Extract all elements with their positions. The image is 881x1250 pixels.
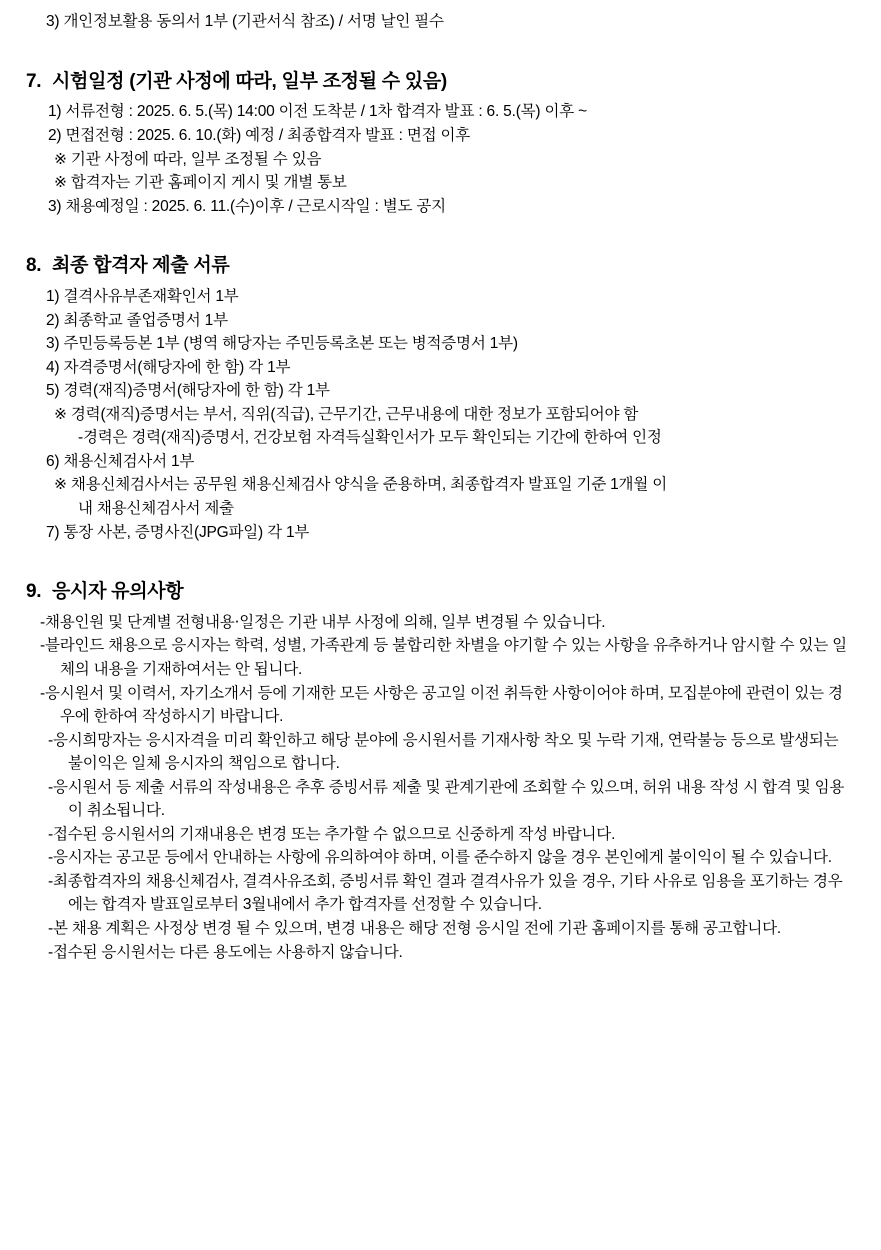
section-8-item: 1) 결격사유부존재확인서 1부 [46, 288, 239, 306]
section-9-note: -채용인원 및 단계별 전형내용‧일정은 기관 내부 사정에 의해, 일부 변경될 수 있습니다. [40, 613, 606, 631]
section-8-note: ※ 채용신체검사서는 공무원 채용신체검사 양식을 준용하며, 최종합격자 발표일 기준 1개월 이 [54, 476, 667, 494]
section-7-title: 시험일정 (기관 사정에 따라, 일부 조정될 수 있음) [52, 70, 447, 92]
section-8-title: 최종 합격자 제출 서류 [52, 255, 230, 277]
section-8-number: 8. [26, 255, 42, 277]
section-7-heading [26, 68, 855, 97]
section-9-note: -응시자는 공고문 등에서 안내하는 사항에 유의하여야 하며, 이를 준수하지 않을 경우 본인에게 불이익이 될 수 있습니다. [48, 849, 832, 867]
section-7-number: 7. [26, 70, 42, 92]
section-7-item: 2) 면접전형 : 2025. 6. 10.(화) 예정 / 최종합격자 발표 : 면접 이후 [48, 126, 471, 144]
spacer [26, 544, 855, 578]
section-8-note-cont: 내 채용신체검사서 제출 [78, 499, 234, 517]
section-7-item: 1) 서류전형 : 2025. 6. 5.(목) 14:00 이전 도착분 / 1차 합격자 발표 : 6. 5.(목) 이후 ~ [48, 103, 587, 121]
section-8-item: 4) 자격증명서(해당자에 한 함) 각 1부 [46, 358, 291, 376]
section-9-title: 응시자 유의사항 [52, 581, 184, 603]
section-9-note: -응시희망자는 응시자격을 미리 확인하고 해당 분야에 응시원서를 기재사항 착오 및 누락 기재, 연락불능 등으로 발생되는 불이익은 일체 응시자의 책임으로 합니다. [48, 731, 839, 773]
section-9-note: -접수된 응시원서는 다른 용도에는 사용하지 않습니다. [48, 943, 403, 961]
section-9-note: -접수된 응시원서의 기재내용은 변경 또는 추가할 수 없으므로 신중하게 작성 바랍니다. [48, 825, 616, 843]
section-8-item: 2) 최종학교 졸업증명서 1부 [46, 311, 228, 329]
section-8-body [26, 285, 855, 544]
section-7-note: ※ 합격자는 기관 홈페이지 게시 및 개별 통보 [54, 174, 347, 192]
section-9-note: -응시원서 및 이력서, 자기소개서 등에 기재한 모든 사항은 공고일 이전 취득한 사항이어야 하며, 모집분야에 관련이 있는 경우에 한하여 작성하시기 바랍니다. [40, 684, 843, 726]
spacer [26, 218, 855, 252]
section-8-heading [26, 252, 855, 281]
section-8-note: ※ 경력(재직)증명서는 부서, 직위(직급), 근무기간, 근무내용에 대한 정보가 포함되어야 함 [54, 405, 639, 423]
section-8-item: 7) 통장 사본, 증명사진(JPG파일) 각 1부 [46, 523, 310, 541]
section-9-number: 9. [26, 581, 42, 603]
section-9-note: -응시원서 등 제출 서류의 작성내용은 추후 증빙서류 제출 및 관계기관에 조회할 수 있으며, 허위 내용 작성 시 합격 및 임용이 취소됩니다. [48, 778, 845, 820]
section-7-body [26, 100, 855, 218]
section-9-note: -최종합격자의 채용신체검사, 결격사유조회, 증빙서류 확인 결과 결격사유가 있을 경우, 기타 사유로 임용을 포기하는 경우에는 합격자 발표일로부터 3월내에서 추가 합격자를 선정할 수 있습니다. [48, 872, 843, 914]
section-8-item: 5) 경력(재직)증명서(해당자에 한 함) 각 1부 [46, 382, 330, 400]
spacer [26, 34, 855, 68]
section-8-note-sub: -경력은 경력(재직)증명서, 건강보험 자격득실확인서가 모두 확인되는 기간에 한하여 인정 [78, 429, 662, 447]
section-9-note: -본 채용 계획은 사정상 변경 될 수 있으며, 변경 내용은 해당 전형 응시일 전에 기관 홈페이지를 통해 공고합니다. [48, 920, 781, 938]
section-7-item: 3) 채용예정일 : 2025. 6. 11.(수)이후 / 근로시작일 : 별도 공지 [48, 197, 446, 215]
section-9-body [26, 611, 855, 964]
section-9-heading [26, 578, 855, 607]
section-8-item: 6) 채용신체검사서 1부 [46, 452, 195, 470]
section-7-note: ※ 기관 사정에 따라, 일부 조정될 수 있음 [54, 150, 322, 168]
section-8-item: 3) 주민등록등본 1부 (병역 해당자는 주민등록초본 또는 병적증명서 1부) [46, 335, 518, 353]
top-fragment-line: 3) 개인정보활용 동의서 1부 (기관서식 참조) / 서명 날인 필수 [46, 13, 444, 30]
section-9-note: -블라인드 채용으로 응시자는 학력, 성별, 가족관계 등 불합리한 차별을 야기할 수 있는 사항을 유추하거나 암시할 수 있는 일체의 내용을 기재하여서는 안 됩니다. [40, 637, 847, 679]
